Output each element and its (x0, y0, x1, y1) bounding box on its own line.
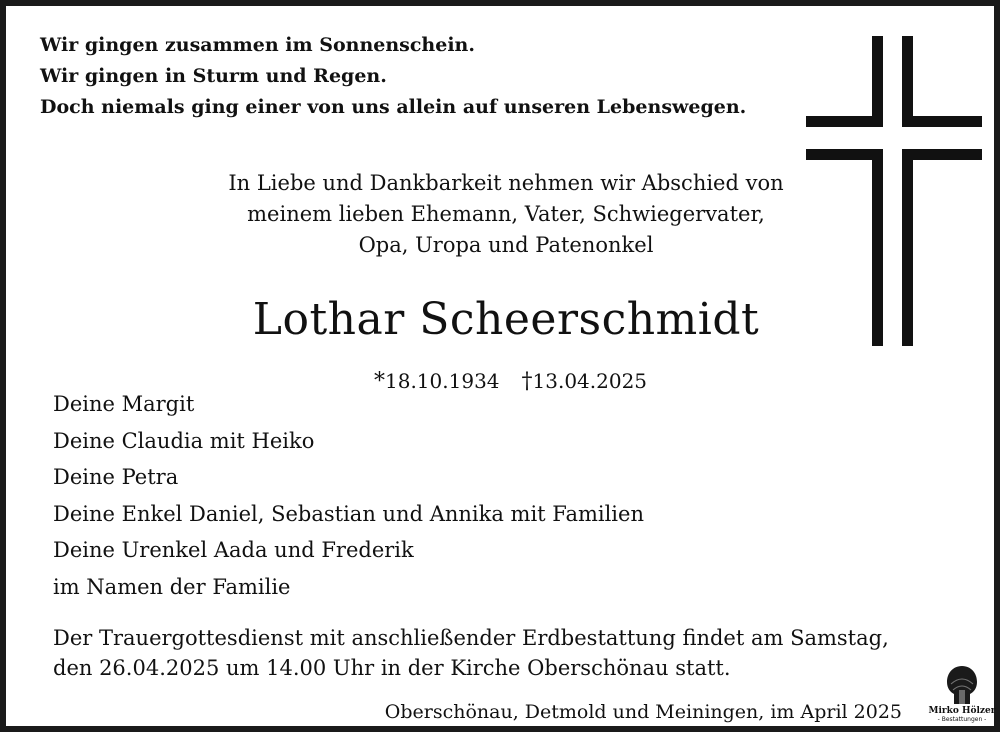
mourner-line: im Namen der Familie (53, 574, 291, 599)
death-symbol: † (521, 369, 533, 394)
poem (40, 30, 746, 123)
birth-symbol: * (374, 369, 385, 394)
intro-line: meinem lieben Ehemann, Vater, Schwiegervater, (247, 202, 765, 226)
mourner-line: Deine Petra (53, 465, 179, 489)
intro-text (156, 168, 856, 261)
funeral-home-logo (928, 664, 996, 730)
mourner-line: Deine Enkel Daniel, Sebastian und Annika mit Familien (53, 501, 644, 526)
mourner-line: Deine Urenkel Aada und Frederik (53, 538, 414, 562)
poem-line: Wir gingen zusammen im Sonnenschein. (40, 34, 475, 56)
deceased-name: Lothar Scheerschmidt (252, 294, 760, 345)
tree-emblem-icon (945, 664, 979, 706)
service-info (53, 623, 889, 683)
place-and-date: Oberschönau, Detmold und Meiningen, im April 2025 (384, 701, 902, 723)
birth-date: 18.10.1934 (385, 369, 500, 393)
death-date: 13.04.2025 (532, 369, 648, 393)
service-line: Der Trauergottesdienst mit anschließender Erdbestattung findet am Samstag, (53, 626, 889, 650)
mourners-list (53, 386, 644, 605)
mourner-line: Deine Margit (53, 392, 195, 416)
poem-line: Wir gingen in Sturm und Regen. (40, 65, 387, 87)
intro-line: Opa, Uropa und Patenonkel (358, 233, 654, 257)
poem-line: Doch niemals ging einer von uns allein auf unseren Lebenswegen. (40, 96, 747, 118)
logo-name: Mirko Hölzer (928, 706, 996, 716)
mourner-line: Deine Claudia mit Heiko (53, 428, 315, 453)
intro-line: In Liebe und Dankbarkeit nehmen wir Abschied von (228, 171, 784, 195)
service-line: den 26.04.2025 um 14.00 Uhr in der Kirche Oberschönau statt. (53, 656, 731, 680)
logo-subtitle: - Bestattungen - (937, 716, 987, 723)
